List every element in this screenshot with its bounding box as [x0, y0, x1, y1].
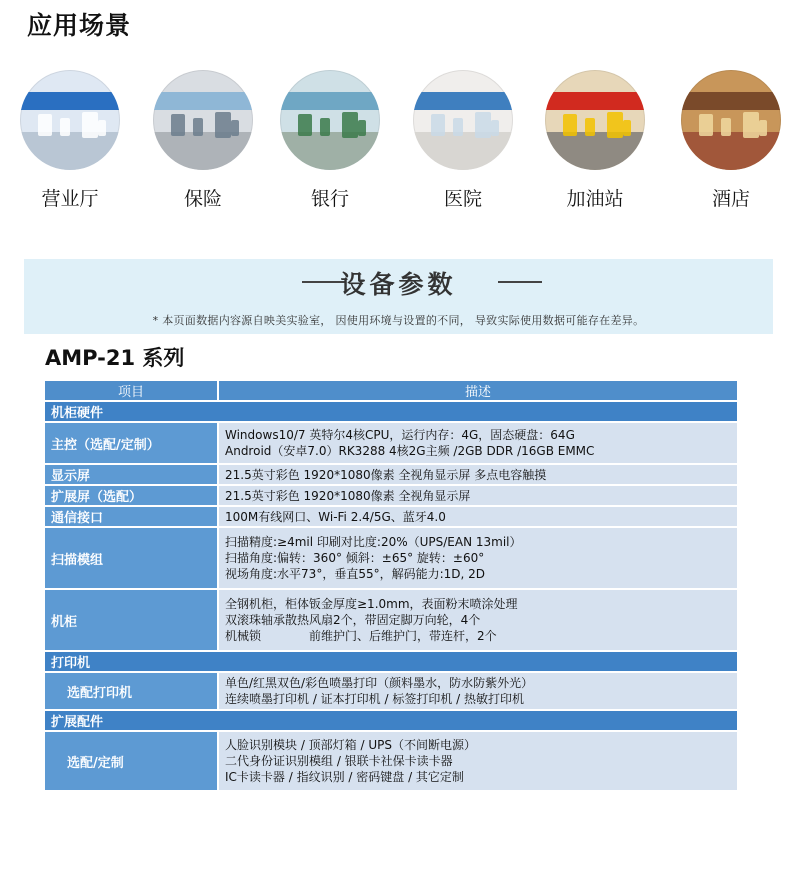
value-line: 单色/红黑双色/彩色喷墨打印（颜料墨水，防水防紫外光）	[225, 676, 534, 690]
table-row	[44, 506, 738, 527]
scene-item	[148, 70, 258, 211]
row-value	[218, 485, 738, 506]
row-label: 显示屏	[44, 464, 218, 485]
value-line: 扫描角度:偏转：360° 倾斜：±65° 旋转：±60°	[225, 551, 485, 565]
row-value	[218, 464, 738, 485]
column-header: 项目	[44, 380, 218, 401]
scene-item	[408, 70, 518, 211]
heading-rule-right	[498, 281, 542, 283]
business-hall-photo	[20, 70, 120, 170]
value-line: 扫描精度:≥4mil 印刷对比度:20%（UPS/EAN 13mil）	[225, 535, 522, 549]
section-title: 打印机	[44, 651, 738, 672]
section-row	[44, 401, 738, 422]
value-line: 人脸识别模块 / 顶部灯箱 / UPS（不间断电源）	[225, 738, 476, 752]
gas-station-photo	[545, 70, 645, 170]
table-row	[44, 485, 738, 506]
insurance-office-photo	[153, 70, 253, 170]
section-title: 扩展配件	[44, 710, 738, 731]
scene-label: 加油站	[566, 188, 624, 210]
row-value	[218, 527, 738, 589]
hospital-photo	[413, 70, 513, 170]
value-line: Android（安卓7.0）RK3288 4核2G主频 /2GB DDR /16GB EMMC	[225, 444, 595, 458]
value-line: IC卡读卡器 / 指纹识别 / 密码键盘 / 其它定制	[225, 770, 464, 784]
scene-label: 银行	[310, 188, 349, 210]
params-note: * 本页面数据内容源自映美实验室， 因使用环境与设置的不同， 导致实际使用数据可能存在差异。	[152, 314, 645, 327]
value-line: 100M有线网口、Wi-Fi 2.4/5G、蓝牙4.0	[225, 509, 446, 524]
table-row	[44, 672, 738, 710]
section-row	[44, 710, 738, 731]
scenes-title: 应用场景	[27, 11, 132, 40]
table-row	[44, 527, 738, 589]
value-line: 21.5英寸彩色 1920*1080像素 全视角显示屏	[225, 488, 471, 503]
value-line: 机械锁 前维护门、后维护门，带连杆，2个	[225, 629, 497, 643]
row-value	[218, 589, 738, 651]
row-label: 扩展屏（选配）	[44, 485, 218, 506]
row-value	[218, 506, 738, 527]
row-label: 选配打印机	[44, 672, 218, 710]
scene-item	[15, 70, 125, 211]
value-line: 视场角度:水平73°，垂直55°，解码能力:1D, 2D	[225, 567, 486, 581]
spec-table	[43, 379, 739, 792]
row-label: 通信接口	[44, 506, 218, 527]
row-value	[218, 731, 738, 791]
value-line: 全钢机柜，柜体钣金厚度≥1.0mm，表面粉末喷涂处理	[225, 597, 518, 611]
column-header: 描述	[218, 380, 738, 401]
table-row	[44, 731, 738, 791]
params-banner	[24, 259, 773, 334]
scene-label: 医院	[443, 188, 482, 210]
row-label: 主控（选配/定制）	[44, 422, 218, 464]
section-row	[44, 651, 738, 672]
scene-item	[676, 70, 786, 211]
scene-label: 酒店	[711, 188, 750, 210]
row-label: 机柜	[44, 589, 218, 651]
scenes-row	[0, 70, 791, 220]
table-row	[44, 464, 738, 485]
scene-label: 保险	[183, 188, 222, 210]
value-line: 二代身份证识别模组 / 银联卡社保卡读卡器	[225, 754, 453, 768]
value-line: 连续喷墨打印机 / 证本打印机 / 标签打印机 / 热敏打印机	[225, 692, 525, 706]
table-row	[44, 589, 738, 651]
row-value	[218, 672, 738, 710]
scene-item	[275, 70, 385, 211]
hotel-lobby-photo	[681, 70, 781, 170]
value-line: Windows10/7 英特尔4核CPU，运行内存：4G，固态硬盘：64G	[225, 428, 575, 442]
table-row	[44, 422, 738, 464]
scene-label: 营业厅	[41, 188, 99, 210]
row-label: 选配/定制	[44, 731, 218, 791]
row-label: 扫描模组	[44, 527, 218, 589]
table-header-row	[44, 380, 738, 401]
series-title: AMP-21 系列	[45, 346, 185, 370]
value-line: 双滚珠轴承散热风扇2个，带固定脚万向轮，4个	[225, 613, 481, 627]
bank-counter-photo	[280, 70, 380, 170]
params-heading: 设备参数	[340, 270, 457, 299]
scene-item	[540, 70, 650, 211]
section-title: 机柜硬件	[44, 401, 738, 422]
value-line: 21.5英寸彩色 1920*1080像素 全视角显示屏 多点电容触摸	[225, 467, 547, 482]
row-value	[218, 422, 738, 464]
